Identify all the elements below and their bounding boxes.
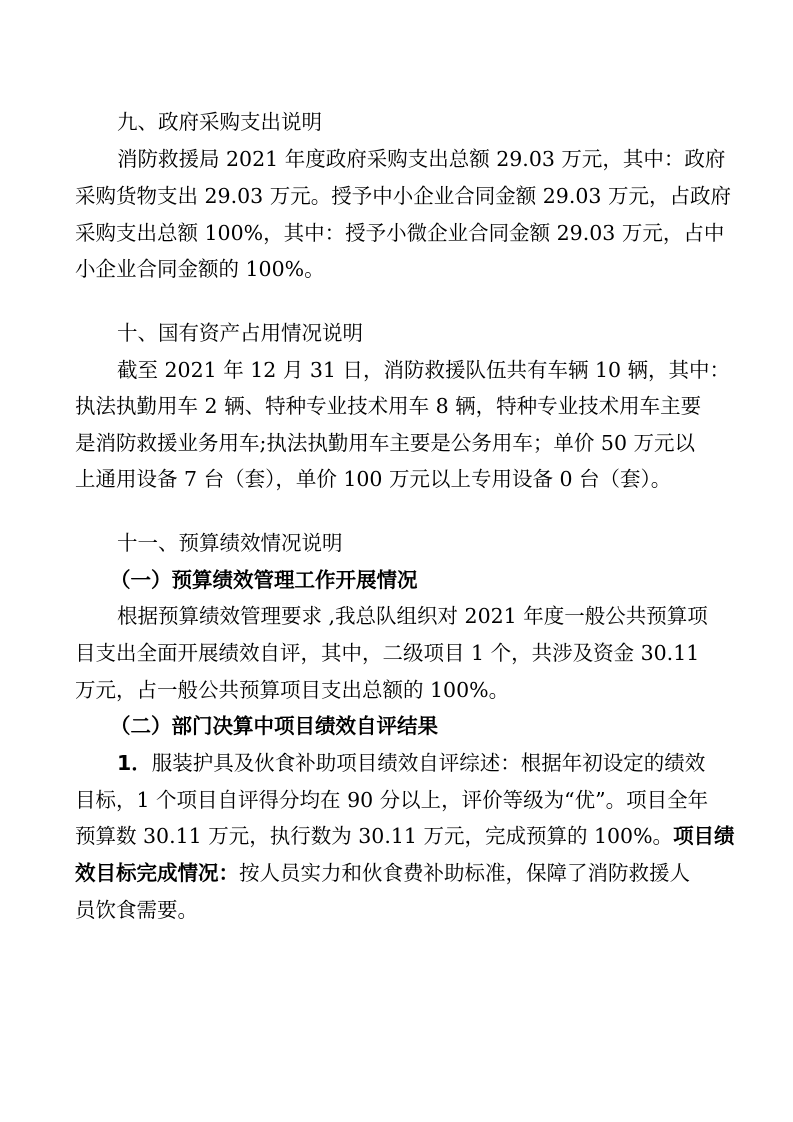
item-1-line-4-bold: 效目标完成情况： [75, 861, 239, 885]
subsection-1-heading: （一）预算绩效管理工作开展情况 [110, 568, 418, 592]
item-1-line-1-text: 服装护具及伙食补助项目绩效自评综述：根据年初设定的绩效 [151, 751, 706, 775]
section-9-heading: 九、政府采购支出说明 [117, 110, 322, 134]
section-9-line-1: 消防救援局 2021 年度政府采购支出总额 29.03 万元，其中：政府 [117, 147, 726, 171]
section-9-line-2: 采购货物支出 29.03 万元。授予中小企业合同金额 29.03 万元，占政府 [75, 184, 731, 208]
item-1-line-4-text: 按人员实力和伙食费补助标准，保障了消防救援人 [239, 861, 690, 885]
item-1-line-4 [75, 860, 690, 886]
section-10-line-2: 执法执勤用车 2 辆、特种专业技术用车 8 辆，特种专业技术用车主要 [75, 394, 702, 418]
item-1-line-1 [117, 750, 705, 776]
item-1-line-3-bold: 项目绩 [673, 824, 735, 848]
item-1-line-5: 员饮食需要。 [75, 898, 198, 922]
item-1-line-3 [75, 823, 735, 849]
section-10-line-3: 是消防救援业务用车;执法执勤用车主要是公务用车；单价 50 万元以 [75, 431, 696, 455]
section-10-heading: 十、国有资产占用情况说明 [117, 321, 363, 345]
item-1-line-3-text: 预算数 30.11 万元，执行数为 30.11 万元，完成预算的 100%。 [75, 824, 674, 848]
subsection-2-heading: （二）部门决算中项目绩效自评结果 [110, 714, 438, 738]
section-10-line-1: 截至 2021 年 12 月 31 日，消防救援队伍共有车辆 10 辆，其中： [117, 358, 731, 382]
subsection-1-line-1: 根据预算绩效管理要求 ,我总队组织对 2021 年度一般公共预算项 [117, 604, 708, 628]
section-9-line-3: 采购支出总额 100%，其中：授予小微企业合同金额 29.03 万元，占中 [75, 221, 725, 245]
section-11-heading: 十一、预算绩效情况说明 [117, 531, 343, 555]
section-10-line-4: 上通用设备 7 台（套），单价 100 万元以上专用设备 0 台（套）。 [75, 467, 672, 491]
item-1-line-2: 目标，1 个项目自评得分均在 90 分以上，评价等级为“优”。项目全年 [75, 788, 709, 812]
subsection-1-line-3: 万元，占一般公共预算项目支出总额的 100%。 [75, 678, 510, 702]
section-9-line-4: 小企业合同金额的 100%。 [75, 257, 325, 281]
item-1-number: 1． [117, 751, 152, 775]
subsection-1-line-2: 目支出全面开展绩效自评，其中，二级项目 1 个，共涉及资金 30.11 [75, 641, 700, 665]
